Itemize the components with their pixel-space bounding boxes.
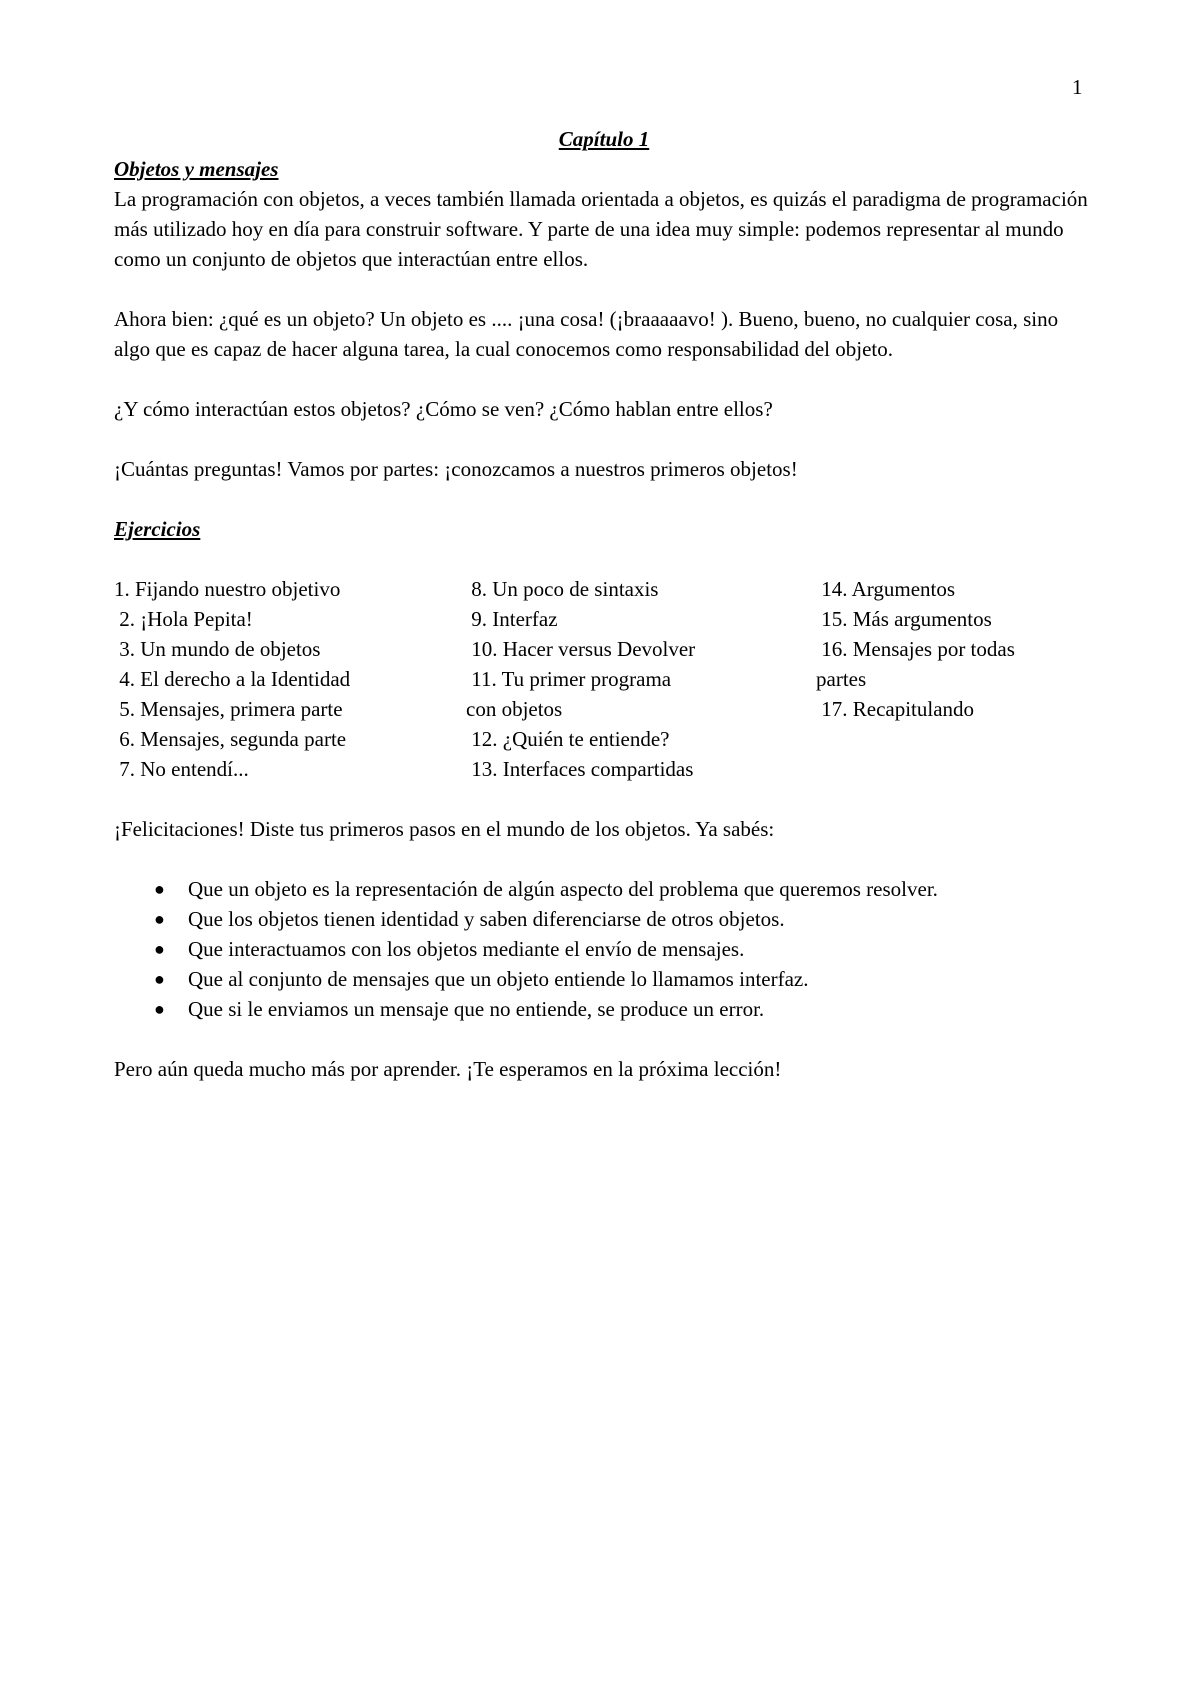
exercise-item: 17. Recapitulando bbox=[816, 697, 975, 721]
summary-item-text: Que los objetos tienen identidad y saben diferenciarse de otros objetos. bbox=[188, 907, 785, 931]
summary-item-text: Que un objeto es la representación de algún aspecto del problema que queremos resolver. bbox=[188, 877, 938, 901]
lets-meet-paragraph: ¡Cuántas preguntas! Vamos por partes: ¡conozcamos a nuestros primeros objetos! bbox=[114, 457, 798, 481]
chapter-title: Capítulo 1 bbox=[558, 127, 650, 151]
exercise-item: 15. Más argumentos bbox=[816, 607, 992, 631]
summary-item bbox=[114, 934, 1094, 964]
exercise-item: 9. Interfaz bbox=[466, 607, 558, 631]
exercise-item: 11. Tu primer programa bbox=[466, 667, 672, 691]
exercise-item: 13. Interfaces compartidas bbox=[466, 757, 694, 781]
exercise-item: 7. No entendí... bbox=[114, 757, 249, 781]
exercise-item: 2. ¡Hola Pepita! bbox=[114, 607, 253, 631]
exercise-item: partes bbox=[816, 667, 867, 691]
summary-item bbox=[114, 964, 1094, 994]
bullet-icon: ● bbox=[154, 939, 165, 959]
exercises-column-3 bbox=[816, 574, 1094, 784]
exercises-column-1 bbox=[114, 574, 466, 784]
exercise-item: con objetos bbox=[466, 697, 563, 721]
exercise-item: 10. Hacer versus Devolver bbox=[466, 637, 696, 661]
exercise-item: 4. El derecho a la Identidad bbox=[114, 667, 351, 691]
congrats-paragraph: ¡Felicitaciones! Diste tus primeros pasos en el mundo de los objetos. Ya sabés: bbox=[114, 817, 775, 841]
exercises-title: Ejercicios bbox=[114, 517, 201, 541]
bullet-icon: ● bbox=[154, 999, 165, 1019]
questions-paragraph: ¿Y cómo interactúan estos objetos? ¿Cómo se ven? ¿Cómo hablan entre ellos? bbox=[114, 397, 773, 421]
bullet-icon: ● bbox=[154, 879, 165, 899]
closing-paragraph: Pero aún queda mucho más por aprender. ¡Te esperamos en la próxima lección! bbox=[114, 1057, 782, 1081]
summary-item bbox=[114, 994, 1094, 1024]
exercise-item: 14. Argumentos bbox=[816, 577, 956, 601]
exercises-list bbox=[114, 574, 1094, 784]
object-definition-paragraph: Ahora bien: ¿qué es un objeto? Un objeto es .... ¡una cosa! (¡braaaaavo! ). Bueno, bueno, no cualquier cosa, sino algo que es capaz de hacer alguna tarea, la cual conocemos como responsabilidad del objeto. bbox=[114, 307, 1059, 361]
exercise-item: 5. Mensajes, primera parte bbox=[114, 697, 343, 721]
summary-item bbox=[114, 874, 1094, 904]
document-body bbox=[114, 124, 1094, 1084]
summary-item-text: Que interactuamos con los objetos mediante el envío de mensajes. bbox=[188, 937, 745, 961]
exercise-item: 12. ¿Quién te entiende? bbox=[466, 727, 670, 751]
summary-item-text: Que al conjunto de mensajes que un objeto entiende lo llamamos interfaz. bbox=[188, 967, 809, 991]
bullet-icon: ● bbox=[154, 909, 165, 929]
exercise-item: 8. Un poco de sintaxis bbox=[466, 577, 659, 601]
exercise-item: 1. Fijando nuestro objetivo bbox=[114, 577, 341, 601]
section-title: Objetos y mensajes bbox=[114, 157, 279, 181]
exercise-item: 16. Mensajes por todas bbox=[816, 637, 1015, 661]
summary-list bbox=[114, 874, 1094, 1024]
summary-item-text: Que si le enviamos un mensaje que no entiende, se produce un error. bbox=[188, 997, 765, 1021]
page-number: 1 bbox=[1072, 75, 1083, 99]
bullet-icon: ● bbox=[154, 969, 165, 989]
summary-item bbox=[114, 904, 1094, 934]
intro-paragraph: La programación con objetos, a veces también llamada orientada a objetos, es quizás el paradigma de programación más utilizado hoy en día para construir software. Y parte de una idea muy simple: podemos representar al mundo como un conjunto de objetos que interactúan entre ellos. bbox=[114, 187, 1088, 271]
exercise-item: 3. Un mundo de objetos bbox=[114, 637, 321, 661]
exercises-column-2 bbox=[466, 574, 816, 784]
exercise-item: 6. Mensajes, segunda parte bbox=[114, 727, 347, 751]
